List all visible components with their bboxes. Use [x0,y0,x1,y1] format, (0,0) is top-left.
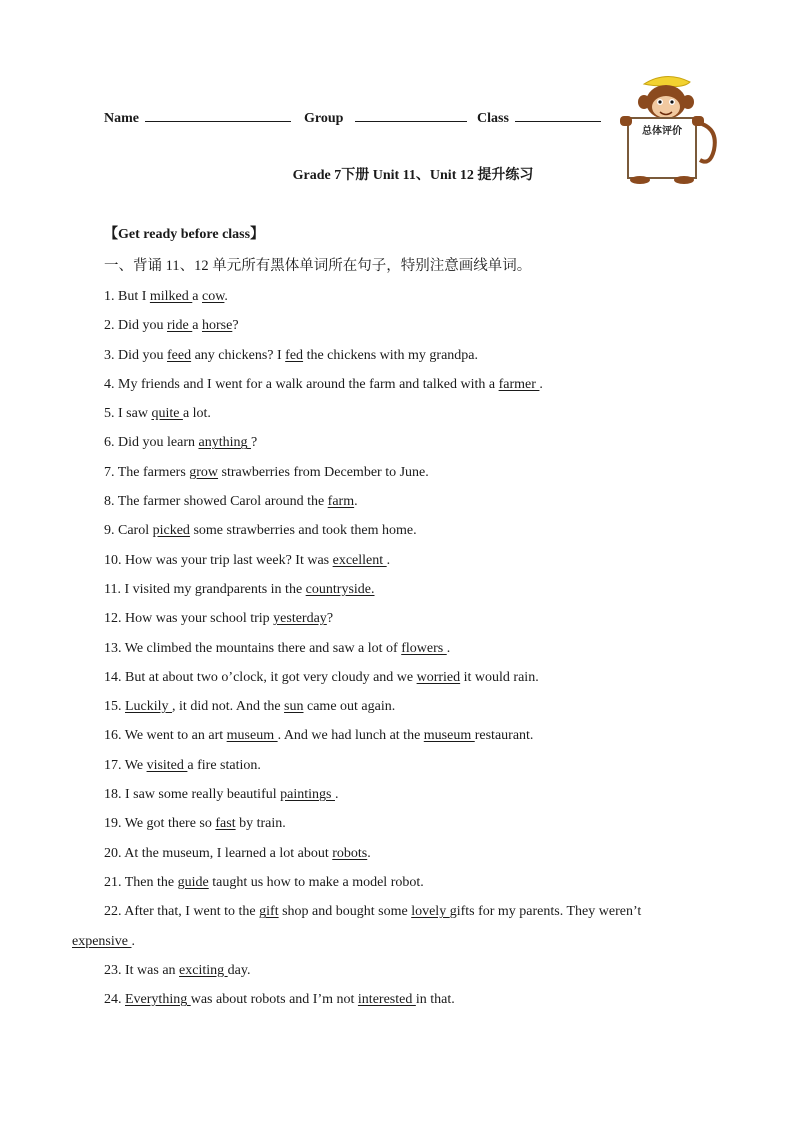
student-info-header [104,107,624,127]
name-blank[interactable] [145,107,291,122]
sentence-text: strawberries from December to June. [218,464,429,480]
name-field[interactable] [104,107,291,127]
underlined-word: paintings [280,787,335,803]
sentence-item [104,399,720,428]
underlined-word: picked [152,523,190,539]
sentence-text: . [539,376,543,392]
sentence-item [104,341,720,370]
sentence-item [104,575,720,604]
underlined-word: gift [259,904,279,920]
group-blank[interactable] [355,107,467,122]
sentence-text: in that. [415,992,455,1008]
sentence-text: . [354,494,358,510]
underlined-word: grow [189,464,219,480]
sentence-item [104,780,720,809]
sentence-text: 1. But I [104,289,150,304]
underlined-word: quite [151,406,183,422]
underlined-word: farm [327,494,355,510]
sentence-text: 3. Did you [104,347,167,363]
sentence-text: 22. After that, I went to the [104,904,260,920]
sentence-item [72,897,720,956]
underlined-word: interested [357,992,416,1008]
underlined-word: worried [416,669,461,685]
sentence-text: a [192,289,202,304]
sentence-text: 24. [104,992,125,1008]
sentence-item [104,634,720,663]
sentence-text: 10. How was your trip last week? It was [104,552,333,568]
name-label: Name [104,111,139,126]
sentence-text: . [334,787,339,803]
sentence-text: day. [227,962,251,978]
sentence-text: 8. The farmer showed Carol around the [104,494,328,510]
sentence-text: . [367,845,371,861]
sentence-item [104,751,720,780]
underlined-word: milked [149,289,193,304]
section-heading: 【Get ready before class】 [104,227,265,242]
sentence-text: . And we had lunch at the [277,728,424,744]
sentence-text: the chickens with my grandpa. [303,347,479,363]
sentence-text: any chickens? I [191,347,286,363]
underlined-word: fast [215,816,236,832]
underlined-word: museum [226,728,278,744]
sentence-text: 6. Did you learn [104,435,199,451]
sentence-text: ? [250,435,258,451]
sentence-text: 21. Then the [104,874,178,890]
sentence-item [104,956,720,985]
sentence-item [104,809,720,838]
sentence-text: a [192,318,202,334]
sentence-text: . [446,640,451,656]
underlined-word: museum [423,728,475,744]
sentence-item [104,604,720,633]
sentence-item [104,546,720,575]
sentence-item [104,721,720,750]
sentence-text: gifts for my parents. They weren’t [449,904,642,920]
underlined-word: lovely [411,904,450,920]
class-blank[interactable] [515,107,601,122]
sentence-item [104,311,720,340]
underlined-word: expensive [72,933,132,949]
page-title: Grade 7下册 Unit 11、Unit 12 提升练习 [292,168,534,183]
sentence-text: 5. I saw [104,406,152,422]
underlined-word: excellent [332,552,387,568]
sentence-text: , it did not. And the [172,699,285,715]
sentence-item [104,692,720,721]
sentence-text: by train. [235,816,286,832]
sentence-text: 20. At the museum, I learned a lot about [104,845,333,861]
class-field[interactable] [477,107,601,127]
group-label: Group [304,111,344,126]
sentence-text: 15. [104,699,125,715]
underlined-word: Luckily [125,699,173,715]
sentence-text: 4. My friends and I went for a walk around the farm and talked with a [104,376,499,392]
sentence-item [104,839,720,868]
underlined-word: exciting [179,962,228,978]
sentence-text: shop and bought some [278,904,412,920]
sentence-text: a lot. [182,406,211,422]
sentence-item [104,663,720,692]
sentence-item [104,428,720,457]
underlined-word: guide [177,874,209,890]
underlined-word: countryside. [305,581,375,597]
underlined-word: robots [332,845,368,861]
sentence-list [72,282,720,1014]
class-label: Class [477,111,509,126]
sentence-text: ? [326,611,334,627]
sentence-item [104,868,720,897]
underlined-word: visited [146,757,188,773]
sentence-item [104,487,720,516]
stamp-label: 总体评价 [642,126,682,137]
sentence-text: ? [232,318,239,334]
underlined-word: fed [285,347,304,363]
exercise-instruction: 一、背诵 11、12 单元所有黑体单词所在句子，特别注意画线单词。 [104,258,532,274]
sentence-item [104,282,720,311]
sentence-text: 13. We climbed the mountains there and saw a lot of [104,640,402,656]
sentence-text: . [224,289,228,304]
underlined-word: anything [198,435,251,451]
sentence-text: it would rain. [460,669,539,685]
underlined-word: Everything [125,992,191,1008]
underlined-word: cow [202,289,225,304]
sentence-text: 2. Did you [104,318,167,334]
sentence-text: 16. We went to an art [104,728,227,744]
sentence-item [104,458,720,487]
sentence-text: came out again. [303,699,396,715]
sentence-text: 9. Carol [104,523,153,539]
underlined-word: farmer [498,376,540,392]
underlined-word: ride [167,318,193,334]
group-field[interactable] [304,107,467,127]
sentence-text: 14. But at about two o’clock, it got very cloudy and we [104,669,417,685]
sentence-text: 12. How was your school trip [104,611,274,627]
underlined-word: feed [167,347,192,363]
underlined-word: flowers [401,640,447,656]
sentence-item [104,516,720,545]
underlined-word: horse [201,318,233,334]
sentence-text: 17. We [104,757,147,773]
sentence-item [104,370,720,399]
sentence-text: 19. We got there so [104,816,216,832]
sentence-item [104,985,720,1014]
sentence-text: 7. The farmers [104,464,190,480]
sentence-text: 23. It was an [104,962,180,978]
sentence-text: a fire station. [187,757,261,773]
sentence-text: 11. I visited my grandparents in the [104,581,306,597]
underlined-word: yesterday [273,611,327,627]
sentence-text: restaurant. [474,728,534,744]
underlined-word: sun [284,699,304,715]
sentence-text: was about robots and I’m not [190,992,358,1008]
sentence-text: taught us how to make a model robot. [208,874,424,890]
sentence-text: 18. I saw some really beautiful [104,787,281,803]
sentence-text: . [386,552,391,568]
sentence-text: . [131,933,135,949]
sentence-text: some strawberries and took them home. [189,523,417,539]
